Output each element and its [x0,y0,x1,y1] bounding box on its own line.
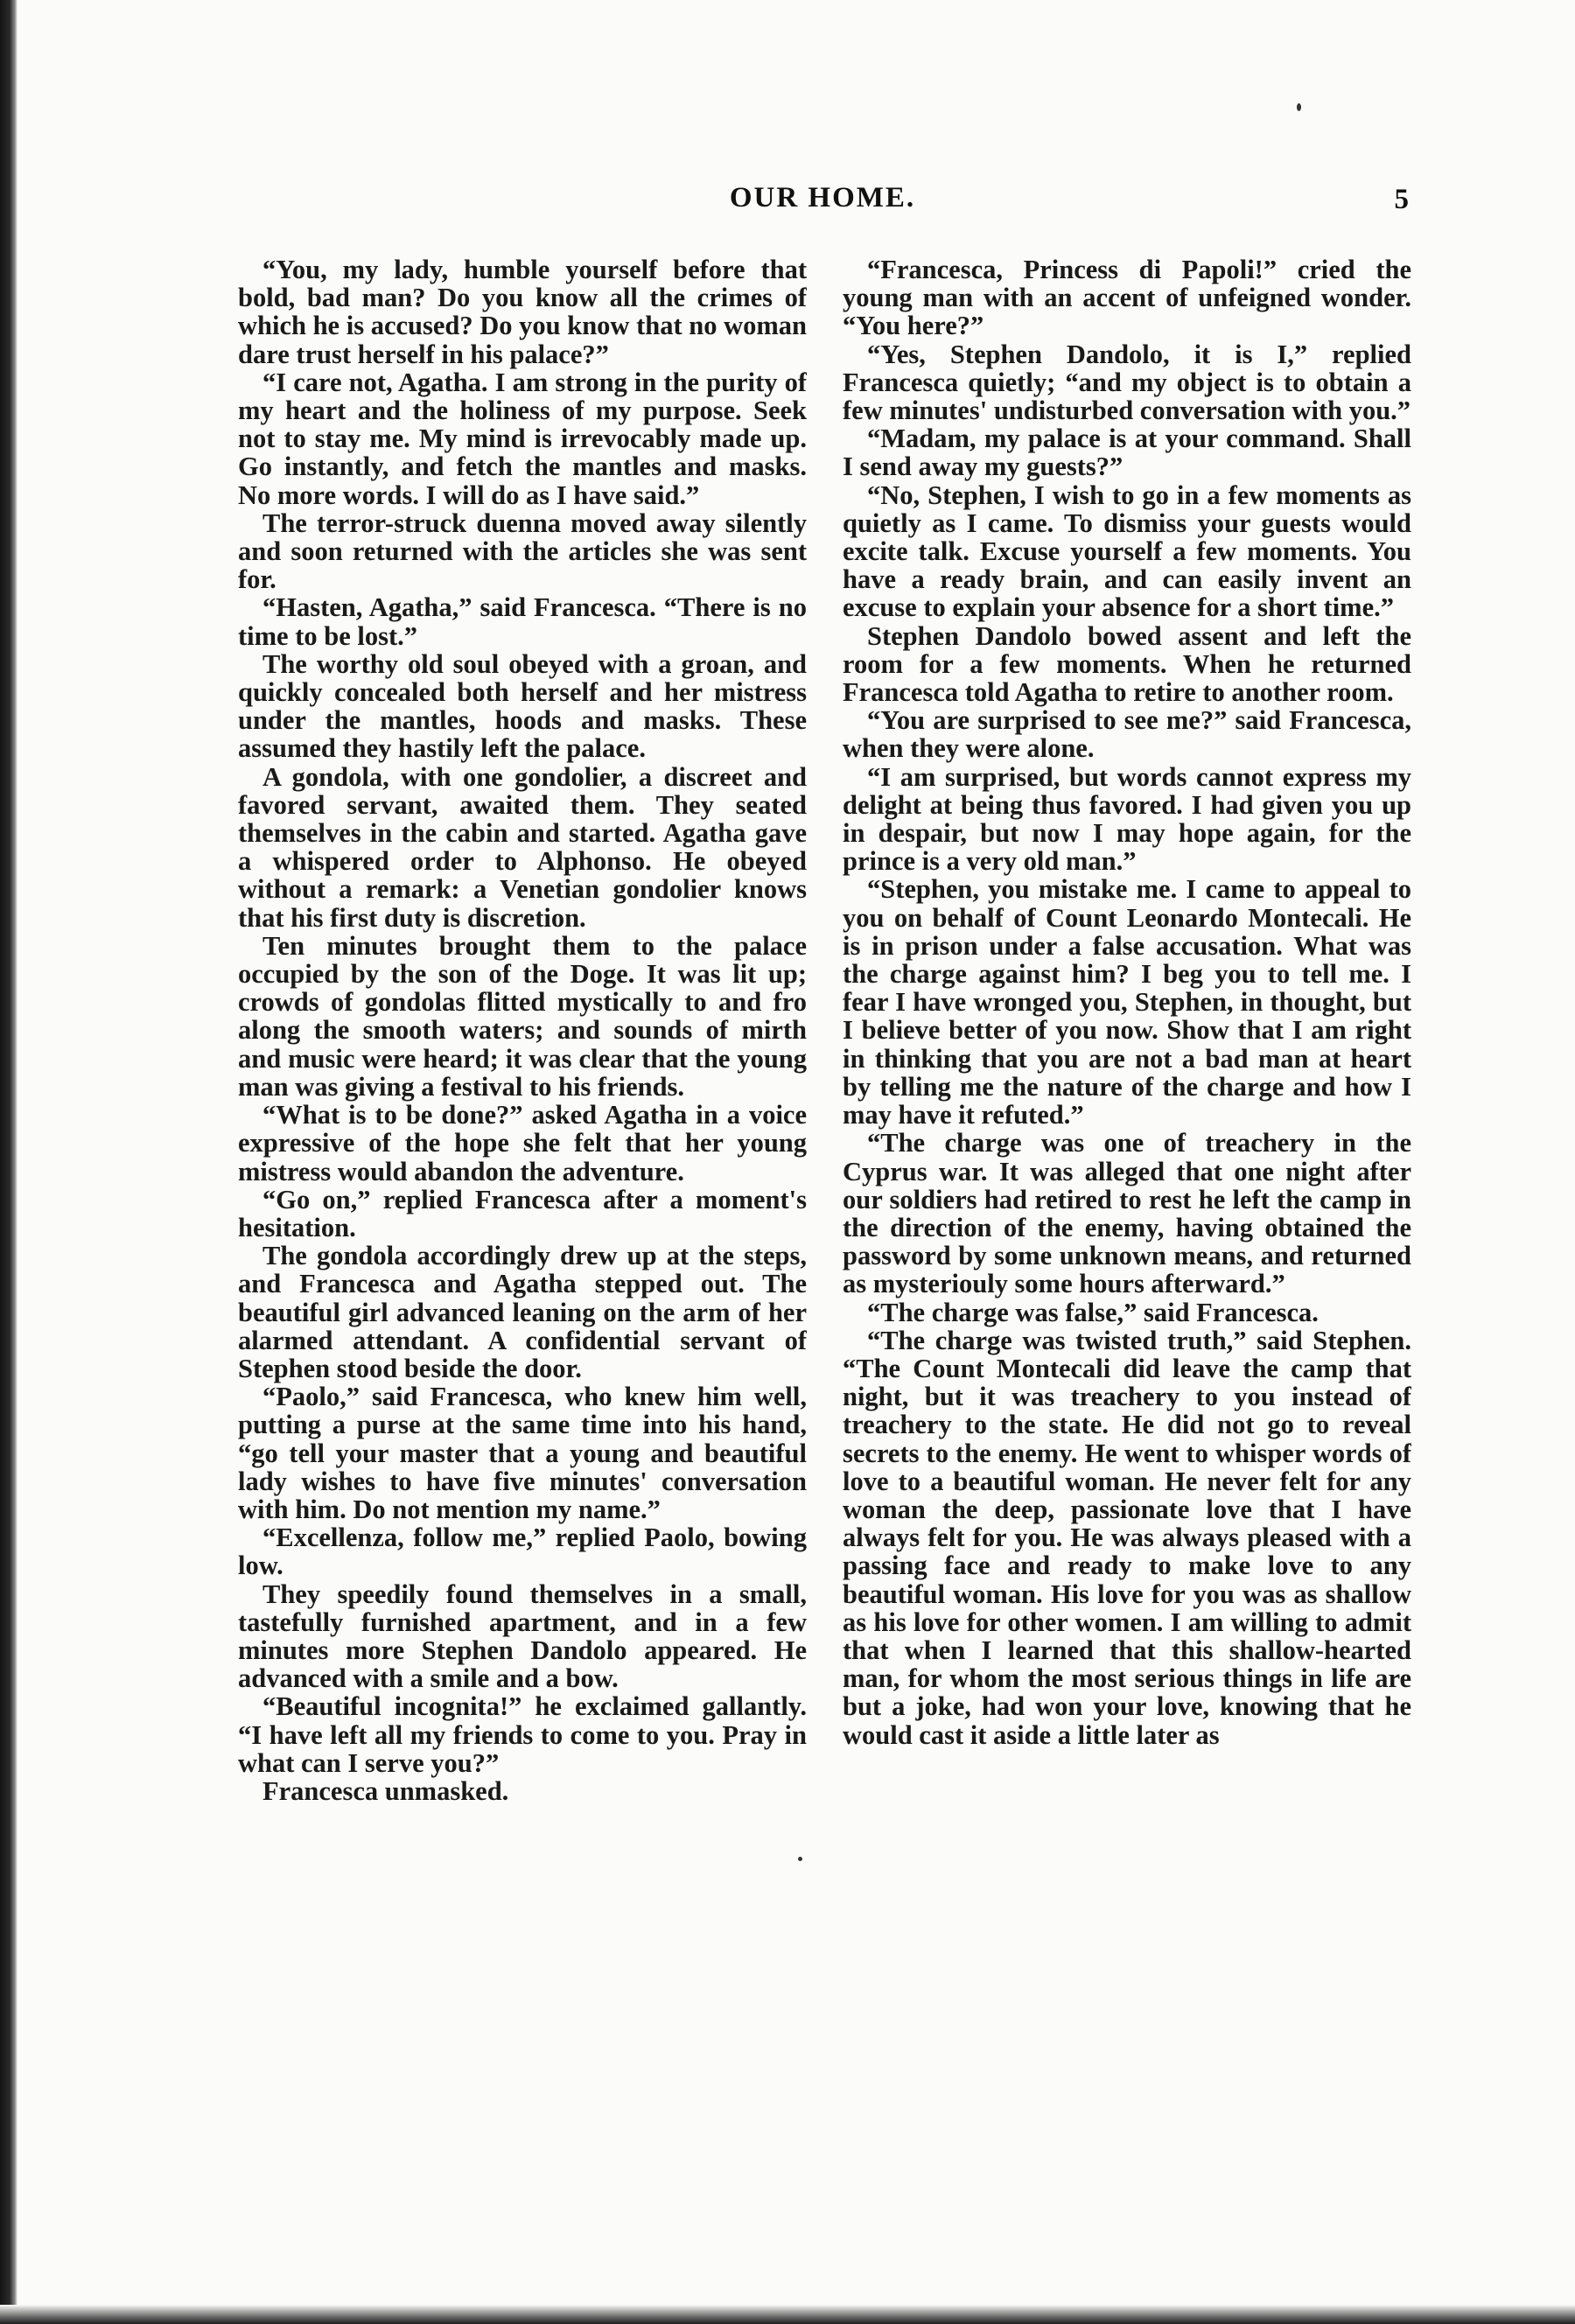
paragraph: “I am surprised, but words cannot express my delight at being thus favored. I had given you up in despair, but now I may hope again, for the prince is a very old man.” [843,761,1411,877]
paragraph: A gondola, with one gondolier, a discreet and favored servant, awaited them. They seated themselves in the cabin and started. Agatha gave a whispered order to Alphonso. He obeyed without a remark: a Venetian gondolier knows that his first duty is discretion. [238,761,807,933]
paragraph: “Hasten, Agatha,” said Francesca. “There is no time to be lost.” [238,592,807,651]
paragraph: The worthy old soul obeyed with a groan, and quickly concealed both herself and her mistress under the mantles, hoods and masks. These assumed they hastily left the palace. [238,648,807,764]
paragraph: “Francesca, Princess di Papoli!” cried the young man with an accent of unfeigned wonder. “You here?” [843,256,1411,341]
paragraph: The terror-struck duenna moved away silently and soon returned with the articles she was sent for. [238,508,807,595]
left-column [238,256,807,2277]
paragraph: “The charge was one of treachery in the Cyprus war. It was alleged that one night after our soldiers had retired to rest he left the camp in the direction of the enemy, having obtained the password by some unknown means, and returned as mysteriouly some hours afterward.” [843,1128,1411,1299]
paragraph: “The charge was twisted truth,” said Stephen. “The Count Montecali did leave the camp that night, but it was treachery to you instead of treachery to the state. He did not go to reveal secrets to the enemy. He went to whisper words of love to a beautiful woman. He never felt for any woman the deep, passionate love that I have always felt for you. He was always pleased with a passing face and ready to make love to any beautiful woman. His love for you was as shallow as his love for other women. I am willing to admit that when I learned that this shallow-hearted man, for whom the most serious things in life are but a joke, had won your love, knowing that he would cast it aside a little later as [843,1325,1411,1750]
running-head [236,182,1409,234]
paragraph: “What is to be done?” asked Agatha in a voice expressive of the hope she felt that her young mistress would abandon the adventure. [238,1100,807,1186]
paragraph: “Yes, Stephen Dandolo, it is I,” replied Francesca quietly; “and my object is to obtain a few minutes' undisturbed conversation with you.” [843,339,1411,426]
print-speck [798,1857,802,1861]
paragraph: They speedily found themselves in a small, tastefully furnished apartment, and in a few minutes more Stephen Dandolo appeared. He advanced with a smile and a bow. [238,1578,807,1694]
bottom-edge-shadow [0,2305,1575,2324]
print-speck [1297,103,1301,111]
paragraph: “Go on,” replied Francesca after a moment's hesitation. [238,1184,807,1242]
paragraph: “The charge was false,” said Francesca. [867,1297,1319,1327]
paragraph: Stephen Dandolo bowed assent and left the room for a few moments. When he returned Francesca told Agatha to retire to another room. [843,620,1411,708]
paragraph: Ten minutes brought them to the palace occupied by the son of the Doge. It was lit up; crowds of gondolas flitted mystically to and fro along the smooth waters; and sounds of mirth and music were heard; it was clear that the young man was giving a festival to his friends. [238,930,807,1102]
paragraph: “Madam, my palace is at your command. Shall I send away my guests?” [843,424,1411,482]
paragraph: “Stephen, you mistake me. I came to appeal to you on behalf of Count Leonardo Montecali. He is in prison under a false accusation. What was the charge against him? I beg you to tell me. I fear I have wronged you, Stephen, in thought, but I believe better of you now. Show that I am right in thinking that you are not a bad man at heart by telling me the nature of the charge and how I may have it refuted.” [843,874,1411,1130]
paragraph: The gondola accordingly drew up at the steps, and Francesca and Agatha stepped out. The beautiful girl advanced leaning on the arm of her alarmed attendant. A confidential servant of Stephen stood beside the door. [238,1241,807,1383]
running-title: OUR HOME. [729,182,916,214]
binding-edge-shadow [0,0,18,2324]
paragraph: “You are surprised to see me?” said Francesca, when they were alone. [843,705,1411,764]
right-column [843,256,1411,2277]
paragraph: Francesca unmasked. [262,1775,509,1806]
paragraph: “I care not, Agatha. I am strong in the purity of my heart and the holiness of my purpose. Seek not to stay me. My mind is irrevocably made up. Go instantly, and fetch the mantles and masks. No more words. I will do as I have said.” [238,367,807,510]
paragraph: “Beautiful incognita!” he exclaimed gallantly. “I have left all my friends to come to you. Pray in what can I serve you?” [238,1691,807,1778]
paragraph: “You, my lady, humble yourself before that bold, bad man? Do you know all the crimes of which he is accused? Do you know that no woman dare trust herself in his palace?” [238,256,807,369]
paragraph: “Excellenza, follow me,” replied Paolo, bowing low. [238,1522,807,1581]
paragraph: “Paolo,” said Francesca, who knew him well, putting a purse at the same time into his hand, “go tell your master that a young and beautiful lady wishes to have five minutes' conversation with him. Do not mention my name.” [238,1382,807,1524]
page-number: 5 [1394,184,1409,215]
paragraph: “No, Stephen, I wish to go in a few moments as quietly as I came. To dismiss your guests would excite talk. Excuse yourself a few moments. You have a ready brain, and can easily invent an excuse to explain your absence for a short time.” [843,480,1411,623]
